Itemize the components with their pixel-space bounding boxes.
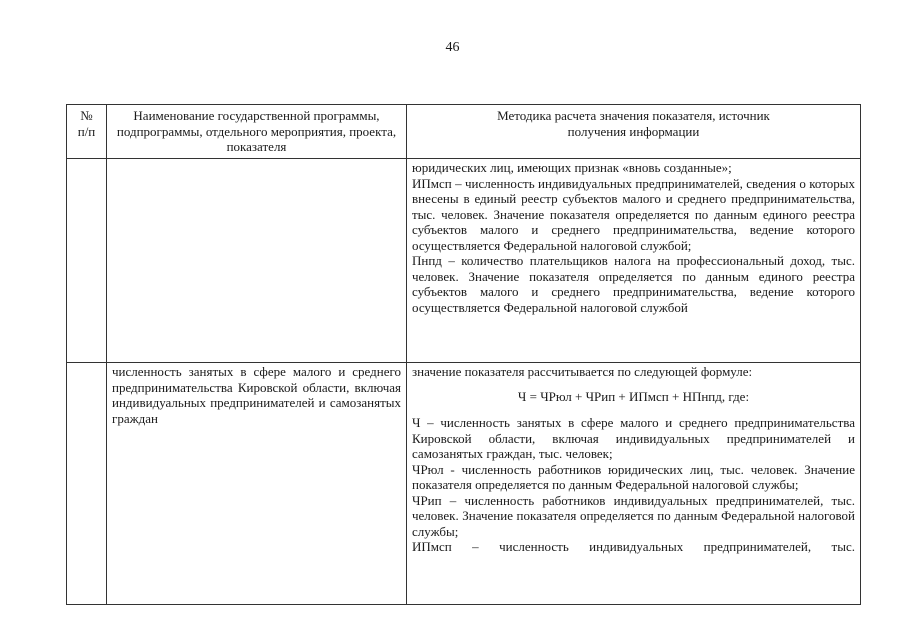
header-name-text: Наименование государственной программы, подпрограммы, отдельного мероприятия, проекта, показателя xyxy=(116,108,397,154)
method-paragraph: Пнпд – количество плательщиков налога на профессиональный доход, тыс. человек. Значение показателя определяется по данным единого реестра субъектов малого и среднего предпринимательства, ведение которого осуществляется Федеральной налоговой службой xyxy=(412,253,855,315)
method-paragraph: юридических лиц, имеющих признак «вновь созданные»; xyxy=(412,160,732,175)
row-employment-number xyxy=(67,363,107,605)
row-continued-name xyxy=(107,159,407,363)
method-paragraph: ИПмсп – численность индивидуальных предпринимателей, тыс. xyxy=(412,539,855,554)
method-paragraph: ЧРюл - численность работников юридических лиц, тыс. человек. Значение показателя определяется по данным Федеральной налоговой службы; xyxy=(412,461,855,492)
method-paragraph: ИПмсп – численность индивидуальных предпринимателей, сведения о которых внесены в единый реестр субъектов малого и среднего предпринимательства, тыс. человек. Значение показателя определяется по данным единого реестра субъектов малого и среднего предпринимательства, ведение которого осуществляется Федеральной налоговой службой; xyxy=(412,175,855,253)
table-row-continued xyxy=(67,159,861,363)
indicator-name-text: численность занятых в сфере малого и среднего предпринимательства Кировской области, включая индивидуальных предпринимателей и самозанятых граждан xyxy=(112,364,401,426)
page-number: 46 xyxy=(445,40,460,55)
header-number-text: № п/п xyxy=(77,108,96,139)
header-number xyxy=(67,105,107,159)
header-method xyxy=(407,105,861,159)
row-continued-number xyxy=(67,159,107,363)
method-intro: значение показателя рассчитывается по следующей формуле: xyxy=(412,364,753,379)
method-paragraph: Ч – численность занятых в сфере малого и среднего предпринимательства Кировской области, включая индивидуальных предпринимателей и самозанятых граждан, тыс. человек; xyxy=(412,415,855,461)
header-method-text: Методика расчета значения показателя, источник получения информации xyxy=(497,108,770,139)
table-row-employment xyxy=(67,363,861,605)
table-header-row xyxy=(67,105,861,159)
header-name xyxy=(107,105,407,159)
indicator-methodology-table xyxy=(66,104,861,605)
row-continued-method xyxy=(407,159,861,363)
formula: Ч = ЧРюл + ЧРип + ИПмсп + НПнпд, где: xyxy=(517,388,750,404)
row-employment-method xyxy=(407,363,861,605)
method-paragraph: ЧРип – численность работников индивидуальных предпринимателей, тыс. человек. Значение показателя определяется по данным Федеральной налоговой службы; xyxy=(412,492,855,539)
row-employment-name xyxy=(107,363,407,605)
